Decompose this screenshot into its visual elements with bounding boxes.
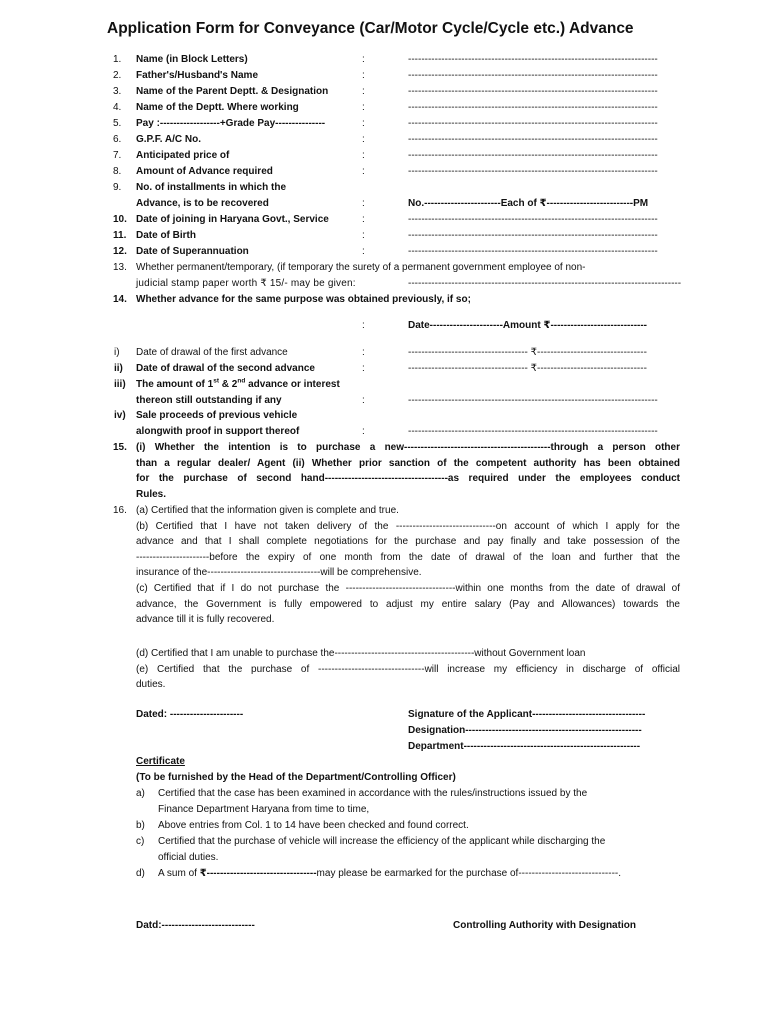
item-row-13 [107, 260, 687, 276]
item-label: thereon still outstanding if any [136, 395, 282, 406]
joining-date-field[interactable]: --------------------------------------------------------------------------- [408, 214, 658, 225]
item-label: G.P.F. A/C No. [136, 134, 202, 145]
item-label: judicial stamp paper worth ₹ 15/- may be given: [136, 278, 356, 289]
item-colon: : [362, 230, 365, 241]
sub-row-iii [107, 377, 687, 393]
advance-amount-field[interactable]: --------------------------------------------------------------------------- [408, 166, 658, 177]
item-label: The amount of 1st & 2nd advance or interest [136, 377, 340, 390]
item-row-11 [107, 228, 687, 244]
item-number: b) [136, 820, 145, 831]
item-number: 2. [113, 70, 122, 81]
item-number: 12. [113, 246, 127, 257]
first-advance-field[interactable]: ------------------------------------ ₹--------------------------------- [408, 347, 647, 358]
item-label: Amount of Advance required [136, 166, 273, 177]
previous-advance-field[interactable]: Date----------------------Amount ₹----------------------------- [408, 320, 648, 331]
item-row-3 [107, 84, 687, 100]
item-colon: : [362, 347, 365, 358]
item-number: 8. [113, 166, 122, 177]
item-number: 1. [113, 54, 122, 65]
item-number: 13. [113, 262, 127, 273]
item-colon: : [362, 102, 365, 113]
item-label: Whether permanent/temporary, (if temporary the surety of a permanent government employee of non- [136, 262, 586, 273]
certificate-a-cont: Finance Department Haryana from time to time, [158, 804, 370, 815]
item-label: Sale proceeds of previous vehicle [136, 410, 298, 421]
item-colon: : [362, 198, 365, 209]
item-label: Date of drawal of the second advance [136, 363, 315, 374]
superannuation-date-field[interactable]: --------------------------------------------------------------------------- [408, 246, 658, 257]
item-colon: : [362, 426, 365, 437]
item-number: 15. [113, 442, 127, 453]
item-row-12 [107, 244, 687, 260]
second-advance-field[interactable]: ------------------------------------ ₹--------------------------------- [408, 363, 647, 374]
certificate-c-cont: official duties. [158, 852, 219, 863]
designation-field[interactable]: Designation----------------------------------------------------- [408, 725, 642, 736]
working-dept-field[interactable]: --------------------------------------------------------------------------- [408, 102, 658, 113]
item-label: Name of the Parent Deptt. & Designation [136, 86, 329, 97]
item-label: Pay :------------------+Grade Pay--------------- [136, 118, 326, 129]
item-16-certifications: (a) Certified that the information given is complete and true. (b) Certified that I have not taken delivery of the ------------------------------on account of which I apply for the advance and that I shall complete negotiations for the purchase and pay finally and take possession of the ----------------------before the expiry of one month from the date of drawal of the loan and further that the insurance of the----------------------------------will be comprehensive. (c) Certified that if I do not purchase the ---------------------------------within one months from the date of drawal of advance, the Government is fully empowered to adjust my entire salary (Pay and Allowances) towards the advance till it is fully recovered. [136, 505, 680, 626]
item-colon: : [362, 54, 365, 65]
item-label: Date of Superannuation [136, 246, 249, 257]
item-number: 6. [113, 134, 122, 145]
item-16-certifications-cont: (d) Certified that I am unable to purchase the------------------------------------------without Government loan (e) Certified that the purchase of --------------------------------will increase my efficiency in discharge of official duties. [136, 648, 680, 691]
item-number: 11. [113, 230, 127, 241]
certificate-b: Above entries from Col. 1 to 14 have been checked and found correct. [158, 820, 469, 831]
item-label: Date of Birth [136, 230, 196, 241]
sub-row-iv [107, 408, 687, 424]
item-row-9 [107, 180, 687, 196]
pay-field[interactable]: --------------------------------------------------------------------------- [408, 118, 658, 129]
item-row-4 [107, 100, 687, 116]
applicant-signature-field[interactable]: Signature of the Applicant---------------------------------- [408, 709, 646, 720]
item-colon: : [362, 363, 365, 374]
item-label: Advance, is to be recovered [136, 198, 269, 209]
item-label: Anticipated price of [136, 150, 230, 161]
item-15-text: (i) Whether the intention is to purchase a new--------------------------------------------through a person other than a regular dealer/ Agent (ii) Whether prior sanction of the competent authority has been obtained for the purchase of second hand-------------------------------------as required under the employees conduct Rules. [136, 442, 680, 500]
item-colon: : [362, 70, 365, 81]
item-number: d) [136, 868, 145, 879]
certificate-heading: Certificate [136, 756, 185, 767]
item-row-1 [107, 52, 687, 68]
item-colon: : [362, 320, 365, 331]
department-field[interactable]: Department----------------------------------------------------- [408, 741, 641, 752]
certificate-c: Certified that the purchase of vehicle will increase the efficiency of the applicant while discharging the [158, 836, 606, 847]
item-number: ii) [114, 363, 123, 374]
sale-proceeds-field[interactable]: --------------------------------------------------------------------------- [408, 426, 658, 437]
item-number: 14. [113, 294, 127, 305]
item-row-14-value [107, 318, 687, 334]
item-row-7 [107, 148, 687, 164]
item-label: alongwith proof in support thereof [136, 426, 300, 437]
item-label: Father's/Husband's Name [136, 70, 259, 81]
item-row-13-cont [107, 276, 687, 292]
parent-dept-designation-field[interactable]: --------------------------------------------------------------------------- [408, 86, 658, 97]
item-label: Date of drawal of the first advance [136, 347, 288, 358]
item-number: iii) [114, 379, 126, 390]
earmark-amount-field[interactable]: ₹--------------------------------- [199, 868, 317, 879]
item-colon: : [362, 150, 365, 161]
certificate-subheading: (To be furnished by the Head of the Department/Controlling Officer) [136, 772, 456, 783]
item-row-5 [107, 116, 687, 132]
item-number: 9. [113, 182, 122, 193]
gpf-account-field[interactable]: --------------------------------------------------------------------------- [408, 134, 658, 145]
installments-field[interactable]: No.-----------------------Each of ₹--------------------------PM [408, 198, 649, 209]
certification-b: (b) Certified that I have not taken delivery of the ------------------------------on account of which I apply for the [136, 520, 680, 532]
controlling-authority-label: Controlling Authority with Designation [453, 920, 636, 931]
sub-row-i [107, 345, 687, 361]
anticipated-price-field[interactable]: --------------------------------------------------------------------------- [408, 150, 658, 161]
surety-field[interactable]: ---------------------------------------------------------------------------------- [408, 278, 682, 289]
item-number: iv) [114, 410, 126, 421]
certification-e: (e) Certified that the purchase of --------------------------------will increase my efficiency in discharge of official [136, 663, 680, 675]
item-row-2 [107, 68, 687, 84]
item-colon: : [362, 214, 365, 225]
item-colon: : [362, 166, 365, 177]
outstanding-amount-field[interactable]: --------------------------------------------------------------------------- [408, 395, 658, 406]
item-label: Name (in Block Letters) [136, 54, 248, 65]
item-number: a) [136, 788, 145, 799]
dated-field[interactable]: Dated: ---------------------- [136, 709, 244, 720]
item-colon: : [362, 118, 365, 129]
certification-c: (c) Certified that if I do not purchase the ---------------------------------within one months from the date of drawal of [136, 582, 680, 594]
sub-row-iv-cont [107, 424, 687, 440]
item-number: 16. [113, 505, 127, 516]
item-row-10 [107, 212, 687, 228]
item-label: No. of installments in which the [136, 182, 287, 193]
item-label: Whether advance for the same purpose was obtained previously, if so; [136, 294, 471, 305]
item-colon: : [362, 246, 365, 257]
footer-dated-field[interactable]: Datd:---------------------------- [136, 920, 255, 931]
item-row-14 [107, 292, 687, 308]
item-row-9-cont [107, 196, 687, 212]
item-colon: : [362, 86, 365, 97]
certificate-d: A sum of ₹---------------------------------may please be earmarked for the purchase of------------------------------. [158, 868, 622, 879]
item-number: 5. [113, 118, 122, 129]
form-title: Application Form for Conveyance (Car/Motor Cycle/Cycle etc.) Advance [107, 20, 634, 37]
item-number: c) [136, 836, 145, 847]
item-label: Date of joining in Haryana Govt., Service [136, 214, 329, 225]
father-husband-name-field[interactable]: --------------------------------------------------------------------------- [408, 70, 658, 81]
birth-date-field[interactable]: --------------------------------------------------------------------------- [408, 230, 658, 241]
certification-d: (d) Certified that I am unable to purchase the------------------------------------------without Government loan [136, 648, 586, 659]
item-colon: : [362, 134, 365, 145]
item-number: 10. [113, 214, 127, 225]
item-row-6 [107, 132, 687, 148]
certification-a: (a) Certified that the information given is complete and true. [136, 505, 399, 516]
item-row-8 [107, 164, 687, 180]
item-number: 3. [113, 86, 122, 97]
name-field[interactable]: --------------------------------------------------------------------------- [408, 54, 658, 65]
item-number: i) [114, 347, 120, 358]
item-colon: : [362, 395, 365, 406]
item-number: 4. [113, 102, 122, 113]
certificate-a: Certified that the case has been examined in accordance with the rules/instructions issued by the [158, 788, 588, 799]
item-label: Name of the Deptt. Where working [136, 102, 299, 113]
sub-row-ii [107, 361, 687, 377]
item-number: 7. [113, 150, 122, 161]
sub-row-iii-cont [107, 393, 687, 409]
